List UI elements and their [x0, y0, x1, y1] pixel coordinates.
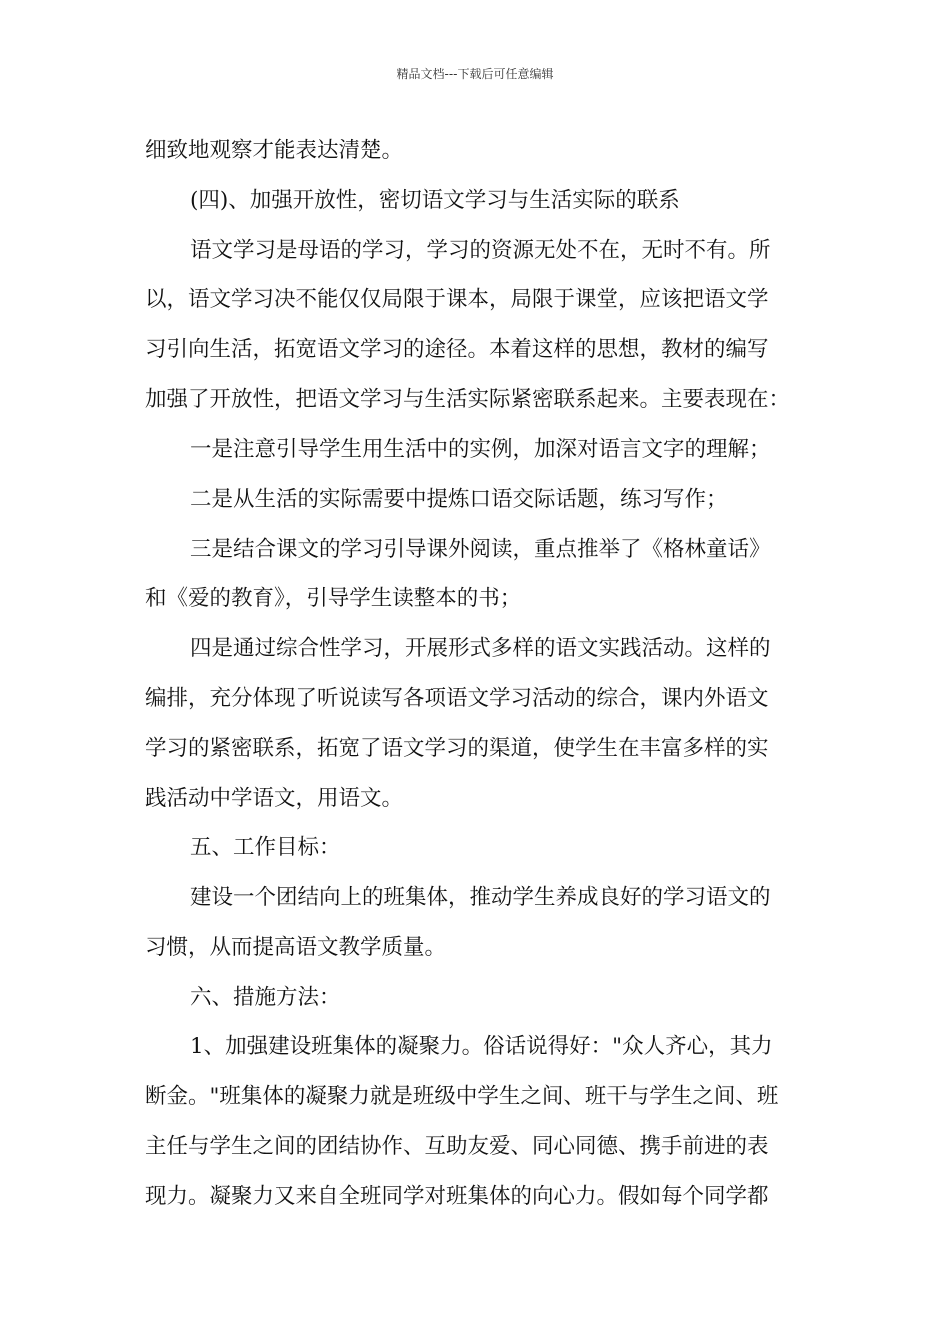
text-line: 现力。凝聚力又来自全班同学对班集体的向心力。假如每个同学都: [145, 1184, 769, 1209]
text-line: 和《爱的教育》，引导学生读整本的书；: [145, 586, 522, 611]
text-line: 断金。"班集体的凝聚力就是班级中学生之间、班干与学生之间、班: [145, 1084, 779, 1109]
text-line: 主任与学生之间的团结协作、互助友爱、同心同德、携手前进的表: [145, 1134, 769, 1159]
text-line: 编排，充分体现了听说读写各项语文学习活动的综合，课内外语文: [145, 686, 769, 711]
page-header: 精品文档---下载后可任意编辑: [396, 67, 554, 81]
text-line: 建设一个团结向上的班集体，推动学生养成良好的学习语文的: [190, 885, 771, 910]
text-line: 四是通过综合性学习，开展形式多样的语文实践活动。这样的: [190, 636, 771, 661]
text-line: 学习的紧密联系，拓宽了语文学习的渠道，使学生在丰富多样的实: [145, 736, 769, 761]
text-line: 践活动中学语文，用语文。: [145, 786, 404, 811]
text-line: 一是注意引导学生用生活中的实例，加深对语言文字的理解；: [190, 437, 771, 462]
text-line: 1、加强建设班集体的凝聚力。俗话说得好："众人齐心，其力: [190, 1034, 773, 1059]
text-line: 加强了开放性，把语文学习与生活实际紧密联系起来。主要表现在：: [145, 387, 791, 412]
section-heading: 五、工作目标：: [190, 835, 341, 860]
text-line: 习引向生活，拓宽语文学习的途径。本着这样的思想，教材的编写: [145, 337, 769, 362]
section-heading: 六、措施方法：: [190, 985, 341, 1010]
text-line: 习惯，从而提高语文教学质量。: [145, 935, 447, 960]
text-line: 三是结合课文的学习引导课外阅读，重点推举了《格林童话》: [190, 537, 771, 562]
text-line: 二是从生活的实际需要中提炼口语交际话题，练习写作；: [190, 487, 728, 512]
text-line: 细致地观察才能表达清楚。: [145, 138, 404, 163]
section-heading: (四)、加强开放性，密切语文学习与生活实际的联系: [190, 188, 680, 213]
text-line: 以，语文学习决不能仅仅局限于课本，局限于课堂，应该把语文学: [145, 287, 769, 312]
text-line: 语文学习是母语的学习，学习的资源无处不在，无时不有。所: [190, 238, 771, 263]
